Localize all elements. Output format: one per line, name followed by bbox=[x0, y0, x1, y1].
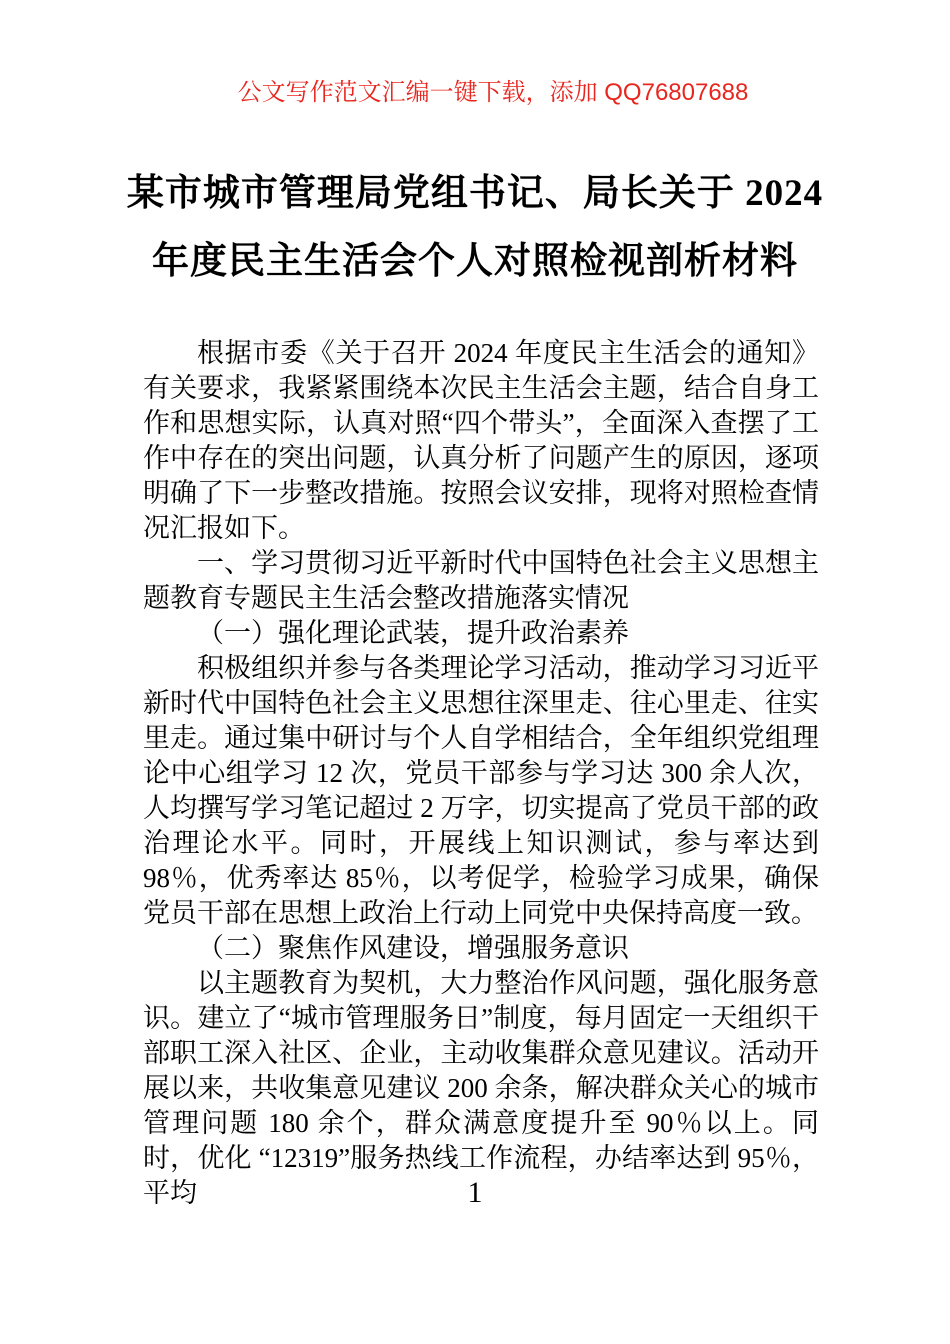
document-title-line-1: 某市城市管理局党组书记、局长关于 2024 bbox=[126, 173, 824, 214]
paragraph-theory-study: 积极组织并参与各类理论学习活动，推动学习习近平新时代中国特色社会主义思想往深里走、往心里走、往实里走。通过集中研讨与个人自学相结合，全年组织党组理论中心组学习 12 次，党员干部参与学习达 300 余人次，人均撰写学习笔记超过 2 万字，切实提高了党员干部的政治理论水平。同时，开展线上知识测试，参与率达到 98％，优秀率达 85％，以考促学，检验学习成果，确保党员干部在思想上政治上行动上同党中央保持高度一致。 bbox=[143, 653, 819, 928]
document-body bbox=[143, 336, 819, 1211]
subsection-heading-1-2: （二）聚焦作风建设，增强服务意识 bbox=[197, 933, 629, 963]
subsection-heading-1-1: （一）强化理论武装，提升政治素养 bbox=[197, 618, 629, 648]
document-title bbox=[0, 160, 950, 296]
section-heading-1: 一、学习贯彻习近平新时代中国特色社会主义思想主题教育专题民主生活会整改措施落实情况 bbox=[143, 548, 819, 613]
paragraph-work-style: 以主题教育为契机，大力整治作风问题，强化服务意识。建立了“城市管理服务日”制度，每月固定一天组织干部职工深入社区、企业，主动收集群众意见建议。活动开展以来，共收集意见建议 200 余条，解决群众关心的城市管理问题 180 余个，群众满意度提升至 90％以上。同时，优化 “12319”服务热线工作流程，办结率达到 95％，平均 bbox=[143, 968, 819, 1208]
page-number: 1 bbox=[467, 1176, 483, 1209]
document-title-line-2: 年度民主生活会个人对照检视剖析材料 bbox=[152, 241, 798, 282]
promo-banner-text: 公文写作范文汇编一键下载，添加 QQ76807688 bbox=[237, 79, 749, 106]
paragraph-intro: 根据市委《关于召开 2024 年度民主生活会的通知》有关要求，我紧紧围绕本次民主生活会主题，结合自身工作和思想实际，认真对照“四个带头”，全面深入查摆了工作中存在的突出问题，认真分析了问题产生的原因，逐项明确了下一步整改措施。按照会议安排，现将对照检查情况汇报如下。 bbox=[143, 338, 819, 543]
